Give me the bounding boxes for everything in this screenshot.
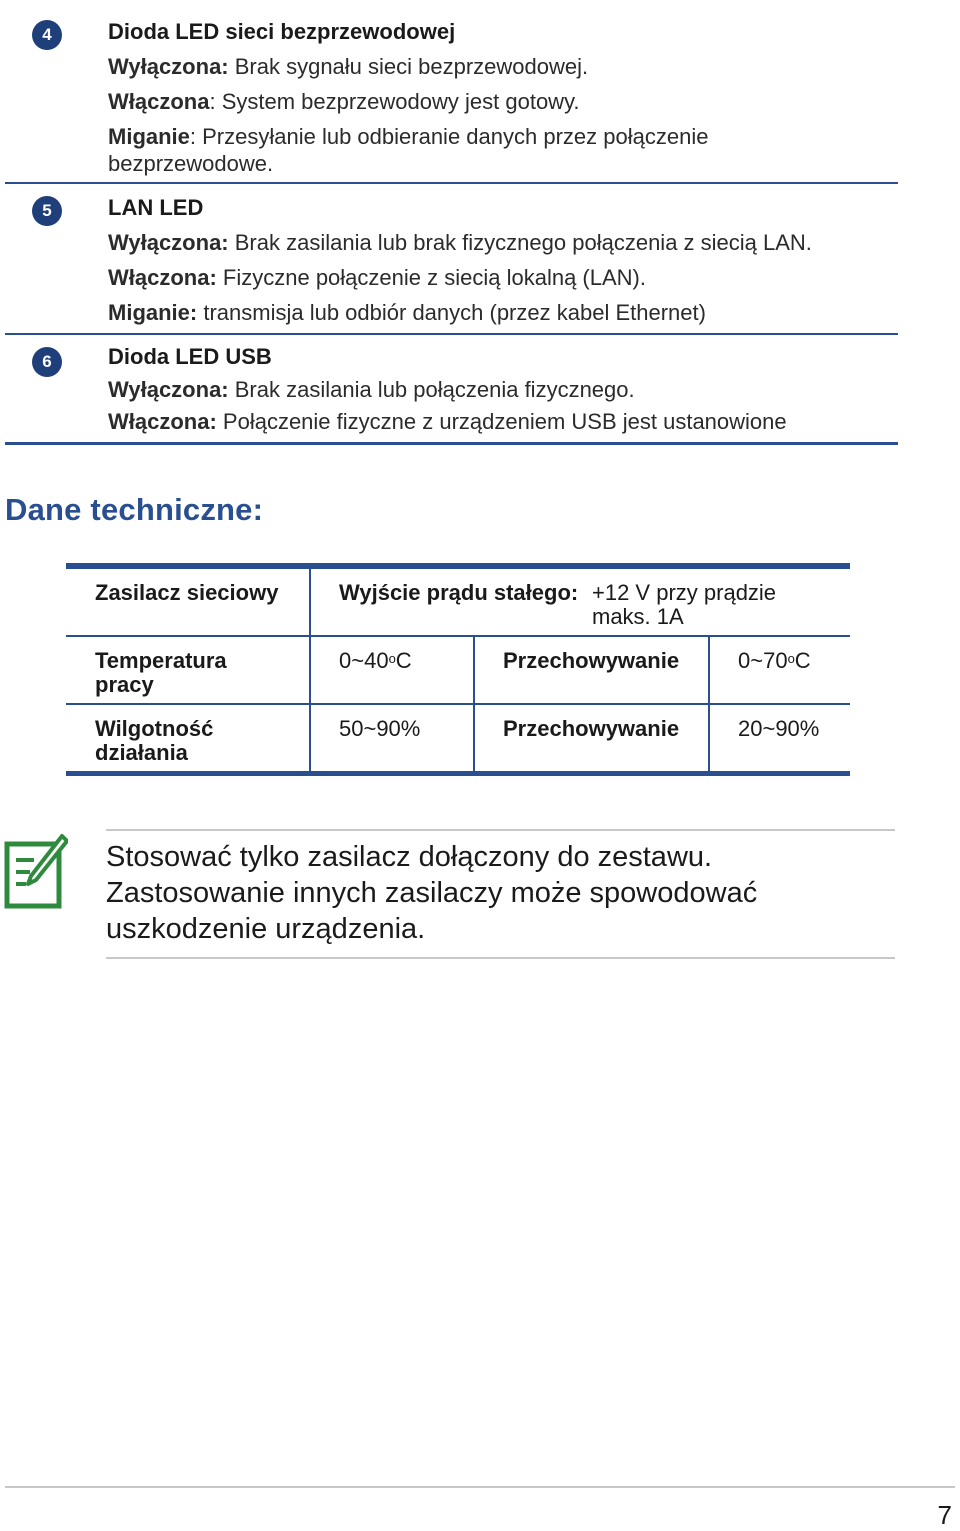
page-number: 7	[937, 1500, 952, 1530]
spec-value: 0~70$^o$C	[708, 637, 850, 703]
led-off-line: Wyłączona: Brak zasilania lub brak fizycznego połączenia z siecią LAN.	[108, 230, 812, 255]
specs-heading: Dane techniczne:	[5, 492, 264, 527]
spec-key: Przechowywanie	[473, 705, 708, 771]
note-pencil-icon	[4, 834, 68, 910]
led-title: LAN LED	[108, 195, 204, 220]
led-on-line: Włączona: System bezprzewodowy jest gotowy.	[108, 89, 580, 114]
specs-table	[66, 563, 850, 776]
footer-divider	[5, 1486, 955, 1488]
led-off-line: Wyłączona: Brak zasilania lub połączenia fizycznego.	[108, 377, 635, 402]
spec-value: 20~90%	[708, 705, 850, 771]
spec-key: Wyjście prądu stałego:	[339, 580, 579, 605]
spec-value-cell	[309, 569, 850, 635]
spec-value: +12 V przy prądzie maks. 1A	[592, 580, 777, 629]
spec-value: 50~90%	[309, 705, 473, 771]
led-blink-line: Miganie: Przesyłanie lub odbieranie danych przez połączenie bezprzewodowe.	[108, 124, 709, 176]
table-bottom-rule	[66, 771, 850, 776]
led-title: Dioda LED USB	[108, 344, 272, 369]
led-off-line: Wyłączona: Brak sygnału sieci bezprzewodowej.	[108, 54, 589, 79]
led-item-usb	[5, 335, 898, 445]
led-on-line: Włączona: Fizyczne połączenie z siecią lokalną (LAN).	[108, 265, 646, 290]
item-number-badge: 4	[32, 20, 62, 50]
led-blink-line: Miganie: transmisja lub odbiór danych (przez kabel Ethernet)	[108, 300, 706, 325]
table-row	[66, 637, 850, 705]
led-on-line: Włączona: Połączenie fizyczne z urządzeniem USB jest ustanowione	[108, 409, 787, 434]
item-number-badge: 5	[32, 196, 62, 226]
spec-key: Przechowywanie	[473, 637, 708, 703]
spec-value: 0~40$^o$C	[309, 637, 473, 703]
led-item-wireless	[5, 8, 898, 184]
led-title: Dioda LED sieci bezprzewodowej	[108, 19, 456, 44]
led-item-lan	[5, 184, 898, 335]
table-row	[66, 705, 850, 771]
spec-label: Wilgotność działania	[95, 716, 214, 765]
led-descriptions	[5, 8, 898, 445]
spec-label: Temperatura pracy	[95, 648, 227, 697]
item-number-badge: 6	[32, 347, 62, 377]
table-row	[66, 569, 850, 637]
note-text: Stosować tylko zasilacz dołączony do zestawu. Zastosowanie innych zasilaczy może spowodować uszkodzenie urządzenia.	[106, 829, 895, 959]
spec-label: Zasilacz sieciowy	[95, 580, 279, 605]
